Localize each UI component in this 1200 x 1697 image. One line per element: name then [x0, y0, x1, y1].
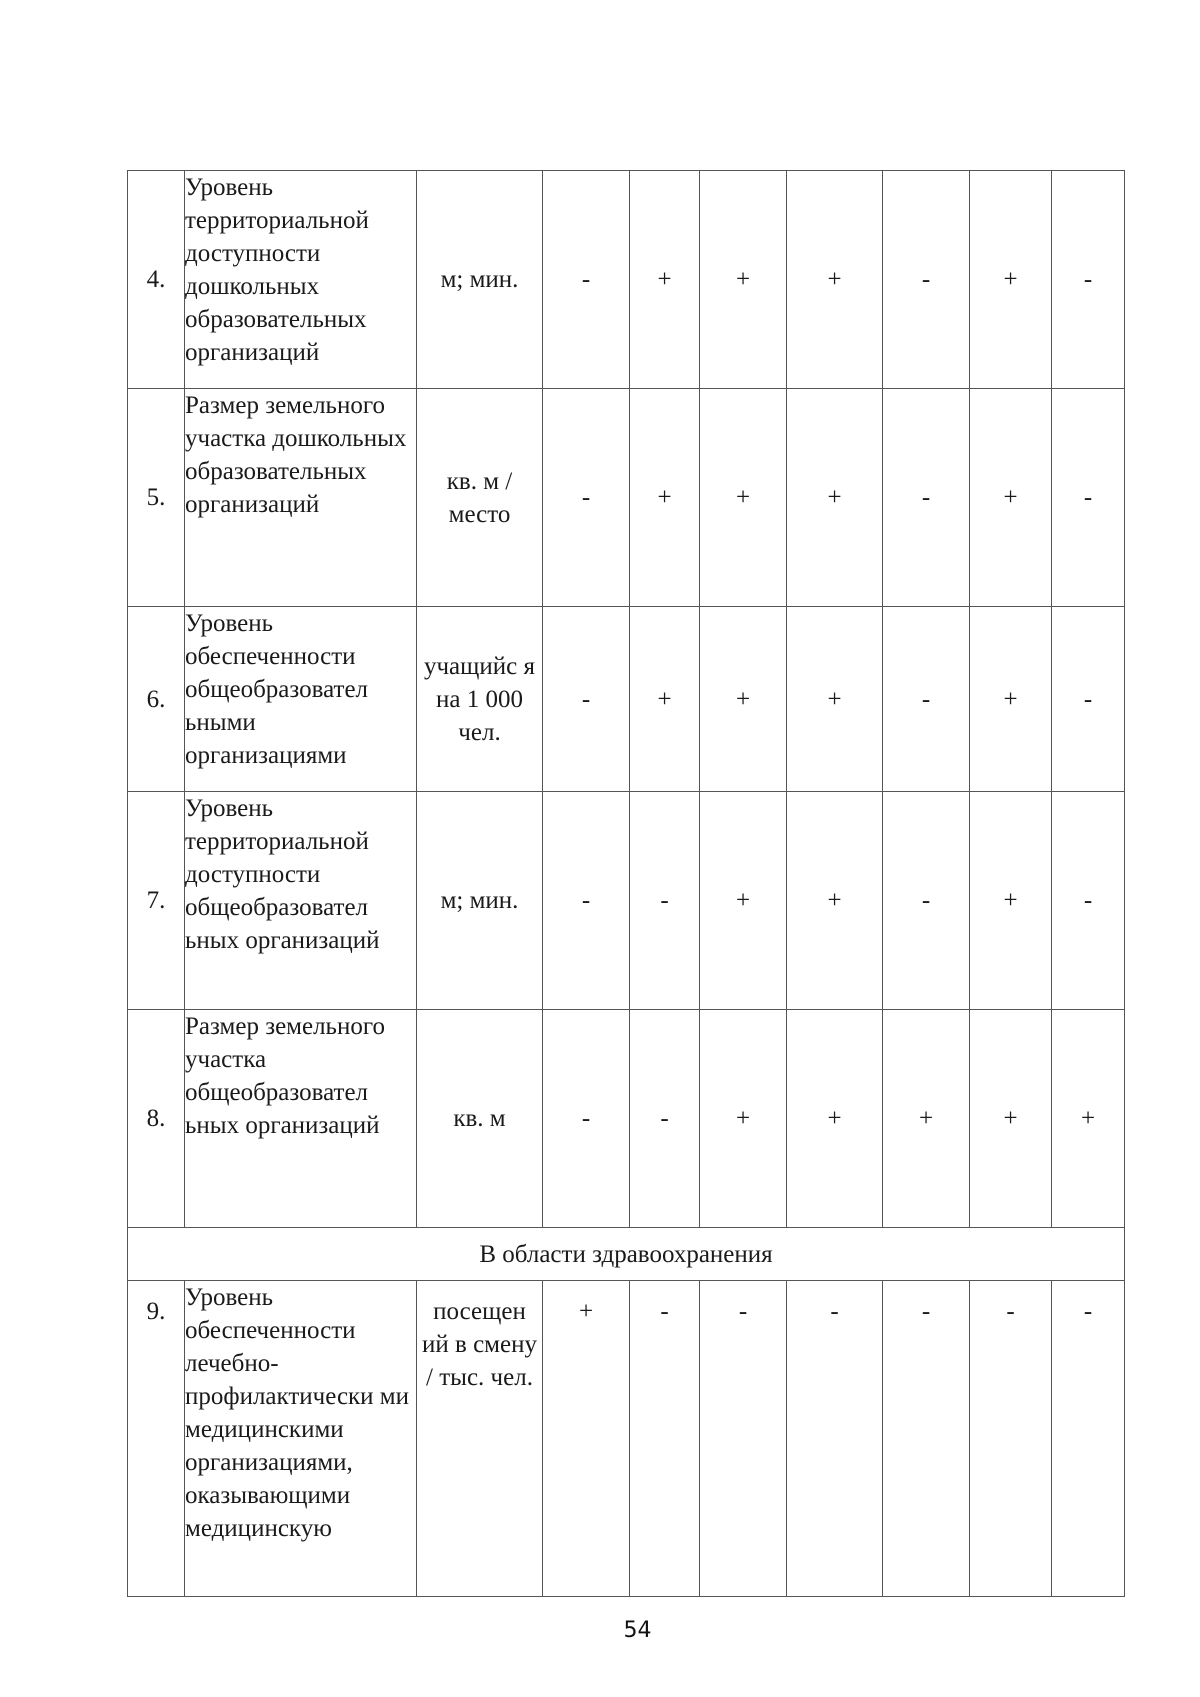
- mark-cell: -: [630, 1010, 700, 1228]
- indicator-name: Уровень обеспеченности лечебно-профилактически ми медицинскими организациями, оказывающими медицинскую: [185, 1281, 417, 1597]
- mark-cell: -: [1052, 792, 1125, 1010]
- mark-cell: +: [630, 171, 700, 389]
- indicator-name: Уровень обеспеченности общеобразовател ьными организациями: [185, 607, 417, 792]
- table-row: [128, 1281, 1125, 1597]
- mark-cell: +: [970, 792, 1052, 1010]
- mark-cell: -: [543, 389, 630, 607]
- indicator-unit: учащийс я на 1 000 чел.: [417, 607, 543, 792]
- indicator-name: Размер земельного участка дошкольных образовательных организаций: [185, 389, 417, 607]
- mark-cell: -: [630, 1281, 700, 1597]
- mark-cell: -: [543, 607, 630, 792]
- row-number: 4.: [128, 171, 185, 389]
- mark-cell: +: [700, 607, 787, 792]
- mark-cell: -: [1052, 389, 1125, 607]
- mark-cell: +: [700, 171, 787, 389]
- mark-cell: +: [970, 607, 1052, 792]
- mark-cell: +: [970, 389, 1052, 607]
- mark-cell: -: [1052, 1281, 1125, 1597]
- mark-cell: -: [700, 1281, 787, 1597]
- indicator-table: [127, 170, 1125, 1597]
- mark-cell: +: [1052, 1010, 1125, 1228]
- indicator-unit: посещен ий в смену / тыс. чел.: [417, 1281, 543, 1597]
- section-heading: В области здравоохранения: [128, 1228, 1125, 1281]
- mark-cell: +: [787, 389, 883, 607]
- indicator-name: Уровень территориальной доступности дошкольных образовательных организаций: [185, 171, 417, 389]
- mark-cell: +: [787, 792, 883, 1010]
- row-number: 6.: [128, 607, 185, 792]
- mark-cell: +: [787, 171, 883, 389]
- mark-cell: -: [630, 792, 700, 1010]
- mark-cell: -: [543, 792, 630, 1010]
- table-row: [128, 171, 1125, 389]
- row-number: 9.: [128, 1281, 185, 1597]
- indicator-name: Размер земельного участка общеобразовател ьных организаций: [185, 1010, 417, 1228]
- indicator-unit: кв. м / место: [417, 389, 543, 607]
- mark-cell: +: [700, 792, 787, 1010]
- mark-cell: +: [787, 1010, 883, 1228]
- indicator-unit: м; мин.: [417, 792, 543, 1010]
- indicator-unit: м; мин.: [417, 171, 543, 389]
- mark-cell: -: [883, 1281, 970, 1597]
- table-row: [128, 389, 1125, 607]
- mark-cell: -: [970, 1281, 1052, 1597]
- mark-cell: -: [883, 389, 970, 607]
- mark-cell: -: [787, 1281, 883, 1597]
- mark-cell: -: [543, 1010, 630, 1228]
- indicator-unit: кв. м: [417, 1010, 543, 1228]
- mark-cell: +: [630, 389, 700, 607]
- mark-cell: -: [883, 171, 970, 389]
- mark-cell: +: [543, 1281, 630, 1597]
- table-row: [128, 607, 1125, 792]
- mark-cell: +: [970, 1010, 1052, 1228]
- mark-cell: -: [883, 792, 970, 1010]
- mark-cell: +: [787, 607, 883, 792]
- row-number: 8.: [128, 1010, 185, 1228]
- mark-cell: +: [630, 607, 700, 792]
- row-number: 5.: [128, 389, 185, 607]
- mark-cell: +: [883, 1010, 970, 1228]
- mark-cell: -: [1052, 607, 1125, 792]
- mark-cell: -: [1052, 171, 1125, 389]
- mark-cell: +: [970, 171, 1052, 389]
- table-row: [128, 792, 1125, 1010]
- mark-cell: +: [700, 389, 787, 607]
- mark-cell: +: [700, 1010, 787, 1228]
- table-row: [128, 1010, 1125, 1228]
- mark-cell: -: [883, 607, 970, 792]
- indicator-name: Уровень территориальной доступности общеобразовател ьных организаций: [185, 792, 417, 1010]
- mark-cell: -: [543, 171, 630, 389]
- page-number: 54: [623, 1618, 652, 1643]
- section-row: [128, 1228, 1125, 1281]
- row-number: 7.: [128, 792, 185, 1010]
